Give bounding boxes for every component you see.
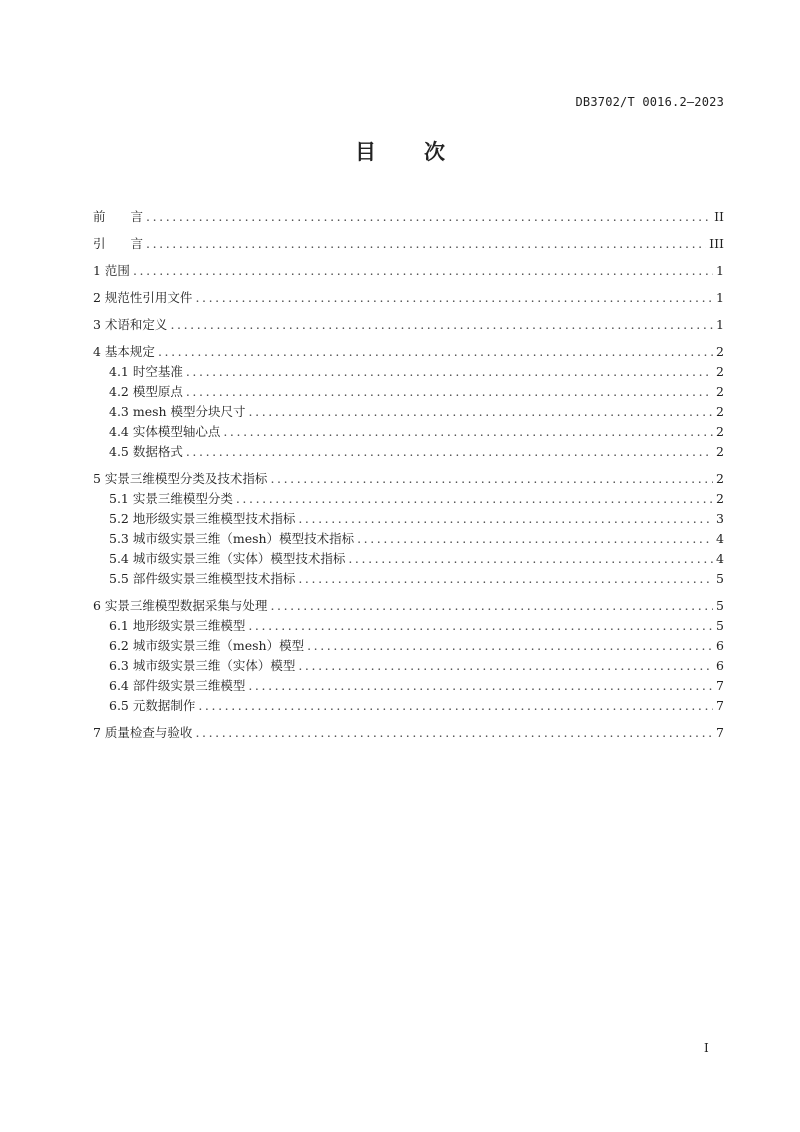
- toc-entry-page: 2: [716, 404, 724, 419]
- toc-subentry[interactable]: [93, 696, 724, 716]
- toc-leader-dots: [307, 636, 713, 656]
- toc-subentry[interactable]: [93, 362, 724, 382]
- toc-leader-dots: [158, 342, 713, 362]
- toc-entry-page: 2: [716, 424, 724, 439]
- toc-leader-dots: [348, 549, 713, 569]
- toc-entry-page: 3: [716, 511, 724, 526]
- toc-leader-dots: [270, 596, 713, 616]
- table-of-contents: [93, 207, 724, 743]
- toc-subentry[interactable]: [93, 529, 724, 549]
- toc-entry-page: 7: [716, 698, 724, 713]
- toc-entry-title: 7 质量检查与验收: [93, 725, 193, 740]
- toc-entry-page: 5: [716, 598, 724, 613]
- toc-entry-page: 7: [716, 725, 724, 740]
- toc-subentry[interactable]: [93, 382, 724, 402]
- toc-leader-dots: [195, 723, 713, 743]
- toc-entry-page: 2: [716, 344, 724, 359]
- toc-leader-dots: [270, 469, 713, 489]
- toc-entry-title: 4 基本规定: [93, 344, 155, 359]
- toc-entry-page: 6: [716, 658, 724, 673]
- toc-entry[interactable]: [93, 207, 724, 227]
- toc-leader-dots: [248, 676, 713, 696]
- toc-entry[interactable]: [93, 723, 724, 743]
- toc-entry[interactable]: [93, 288, 724, 308]
- toc-leader-dots: [298, 509, 713, 529]
- toc-entry-page: 1: [716, 317, 724, 332]
- document-id: DB3702/T 0016.2—2023: [575, 95, 724, 109]
- toc-entry-page: 5: [716, 618, 724, 633]
- toc-entry-title: 5.3 城市级实景三维（mesh）模型技术指标: [109, 531, 355, 546]
- toc-leader-dots: [186, 362, 713, 382]
- toc-entry-page: 2: [716, 444, 724, 459]
- page-title: 目次: [355, 140, 493, 164]
- toc-entry-page: 4: [716, 551, 724, 566]
- toc-entry-title: 4.5 数据格式: [109, 444, 183, 459]
- toc-entry-title: 2 规范性引用文件: [93, 290, 193, 305]
- toc-entry-title: 4.3 mesh 模型分块尺寸: [109, 404, 246, 419]
- toc-entry-page: 6: [716, 638, 724, 653]
- toc-entry-title: 6.3 城市级实景三维（实体）模型: [109, 658, 296, 673]
- toc-entry[interactable]: [93, 315, 724, 335]
- toc-entry[interactable]: [93, 234, 724, 254]
- toc-entry-title: 6.4 部件级实景三维模型: [109, 678, 246, 693]
- toc-entry-title: 引 言: [93, 236, 144, 251]
- toc-entry-title: 6.5 元数据制作: [109, 698, 196, 713]
- toc-entry-page: 4: [716, 531, 724, 546]
- toc-leader-dots: [236, 489, 713, 509]
- toc-subentry[interactable]: [93, 636, 724, 656]
- toc-subentry[interactable]: [93, 422, 724, 442]
- toc-entry-title: 1 范围: [93, 263, 130, 278]
- toc-entry[interactable]: [93, 342, 724, 362]
- toc-entry-title: 5.5 部件级实景三维模型技术指标: [109, 571, 296, 586]
- toc-leader-dots: [298, 656, 713, 676]
- page-number: I: [704, 1041, 709, 1055]
- toc-subentry[interactable]: [93, 656, 724, 676]
- toc-entry-page: 7: [716, 678, 724, 693]
- toc-subentry[interactable]: [93, 549, 724, 569]
- toc-entry-title: 6 实景三维模型数据采集与处理: [93, 598, 268, 613]
- toc-subentry[interactable]: [93, 442, 724, 462]
- toc-entry-title: 6.2 城市级实景三维（mesh）模型: [109, 638, 305, 653]
- toc-leader-dots: [186, 442, 713, 462]
- toc-entry-title: 3 术语和定义: [93, 317, 168, 332]
- toc-entry-page: 1: [716, 263, 724, 278]
- toc-leader-dots: [198, 696, 713, 716]
- toc-entry-page: III: [709, 236, 724, 251]
- toc-subentry[interactable]: [93, 616, 724, 636]
- toc-entry-title: 4.4 实体模型轴心点: [109, 424, 221, 439]
- toc-leader-dots: [357, 529, 713, 549]
- toc-entry-page: 2: [716, 491, 724, 506]
- toc-leader-dots: [223, 422, 713, 442]
- toc-entry-page: 2: [716, 364, 724, 379]
- toc-entry[interactable]: [93, 596, 724, 616]
- toc-leader-dots: [248, 616, 713, 636]
- toc-subentry[interactable]: [93, 676, 724, 696]
- toc-leader-dots: [146, 234, 706, 254]
- toc-entry-page: 1: [716, 290, 724, 305]
- toc-leader-dots: [186, 382, 713, 402]
- toc-subentry[interactable]: [93, 509, 724, 529]
- toc-entry-page: 2: [716, 471, 724, 486]
- toc-leader-dots: [298, 569, 713, 589]
- toc-entry-title: 5.1 实景三维模型分类: [109, 491, 233, 506]
- toc-subentry[interactable]: [93, 569, 724, 589]
- toc-entry-page: II: [714, 209, 724, 224]
- toc-entry-title: 前 言: [93, 209, 144, 224]
- toc-entry-title: 5.2 地形级实景三维模型技术指标: [109, 511, 296, 526]
- toc-leader-dots: [249, 402, 714, 422]
- toc-entry-page: 2: [716, 384, 724, 399]
- toc-subentry[interactable]: [93, 402, 724, 422]
- toc-entry[interactable]: [93, 261, 724, 281]
- toc-entry-title: 6.1 地形级实景三维模型: [109, 618, 246, 633]
- toc-entry-title: 5 实景三维模型分类及技术指标: [93, 471, 268, 486]
- toc-entry-title: 4.1 时空基准: [109, 364, 183, 379]
- toc-leader-dots: [195, 288, 713, 308]
- toc-leader-dots: [170, 315, 713, 335]
- toc-entry-title: 5.4 城市级实景三维（实体）模型技术指标: [109, 551, 346, 566]
- toc-entry-title: 4.2 模型原点: [109, 384, 183, 399]
- toc-entry[interactable]: [93, 469, 724, 489]
- toc-leader-dots: [133, 261, 713, 281]
- toc-subentry[interactable]: [93, 489, 724, 509]
- toc-leader-dots: [146, 207, 711, 227]
- toc-entry-page: 5: [716, 571, 724, 586]
